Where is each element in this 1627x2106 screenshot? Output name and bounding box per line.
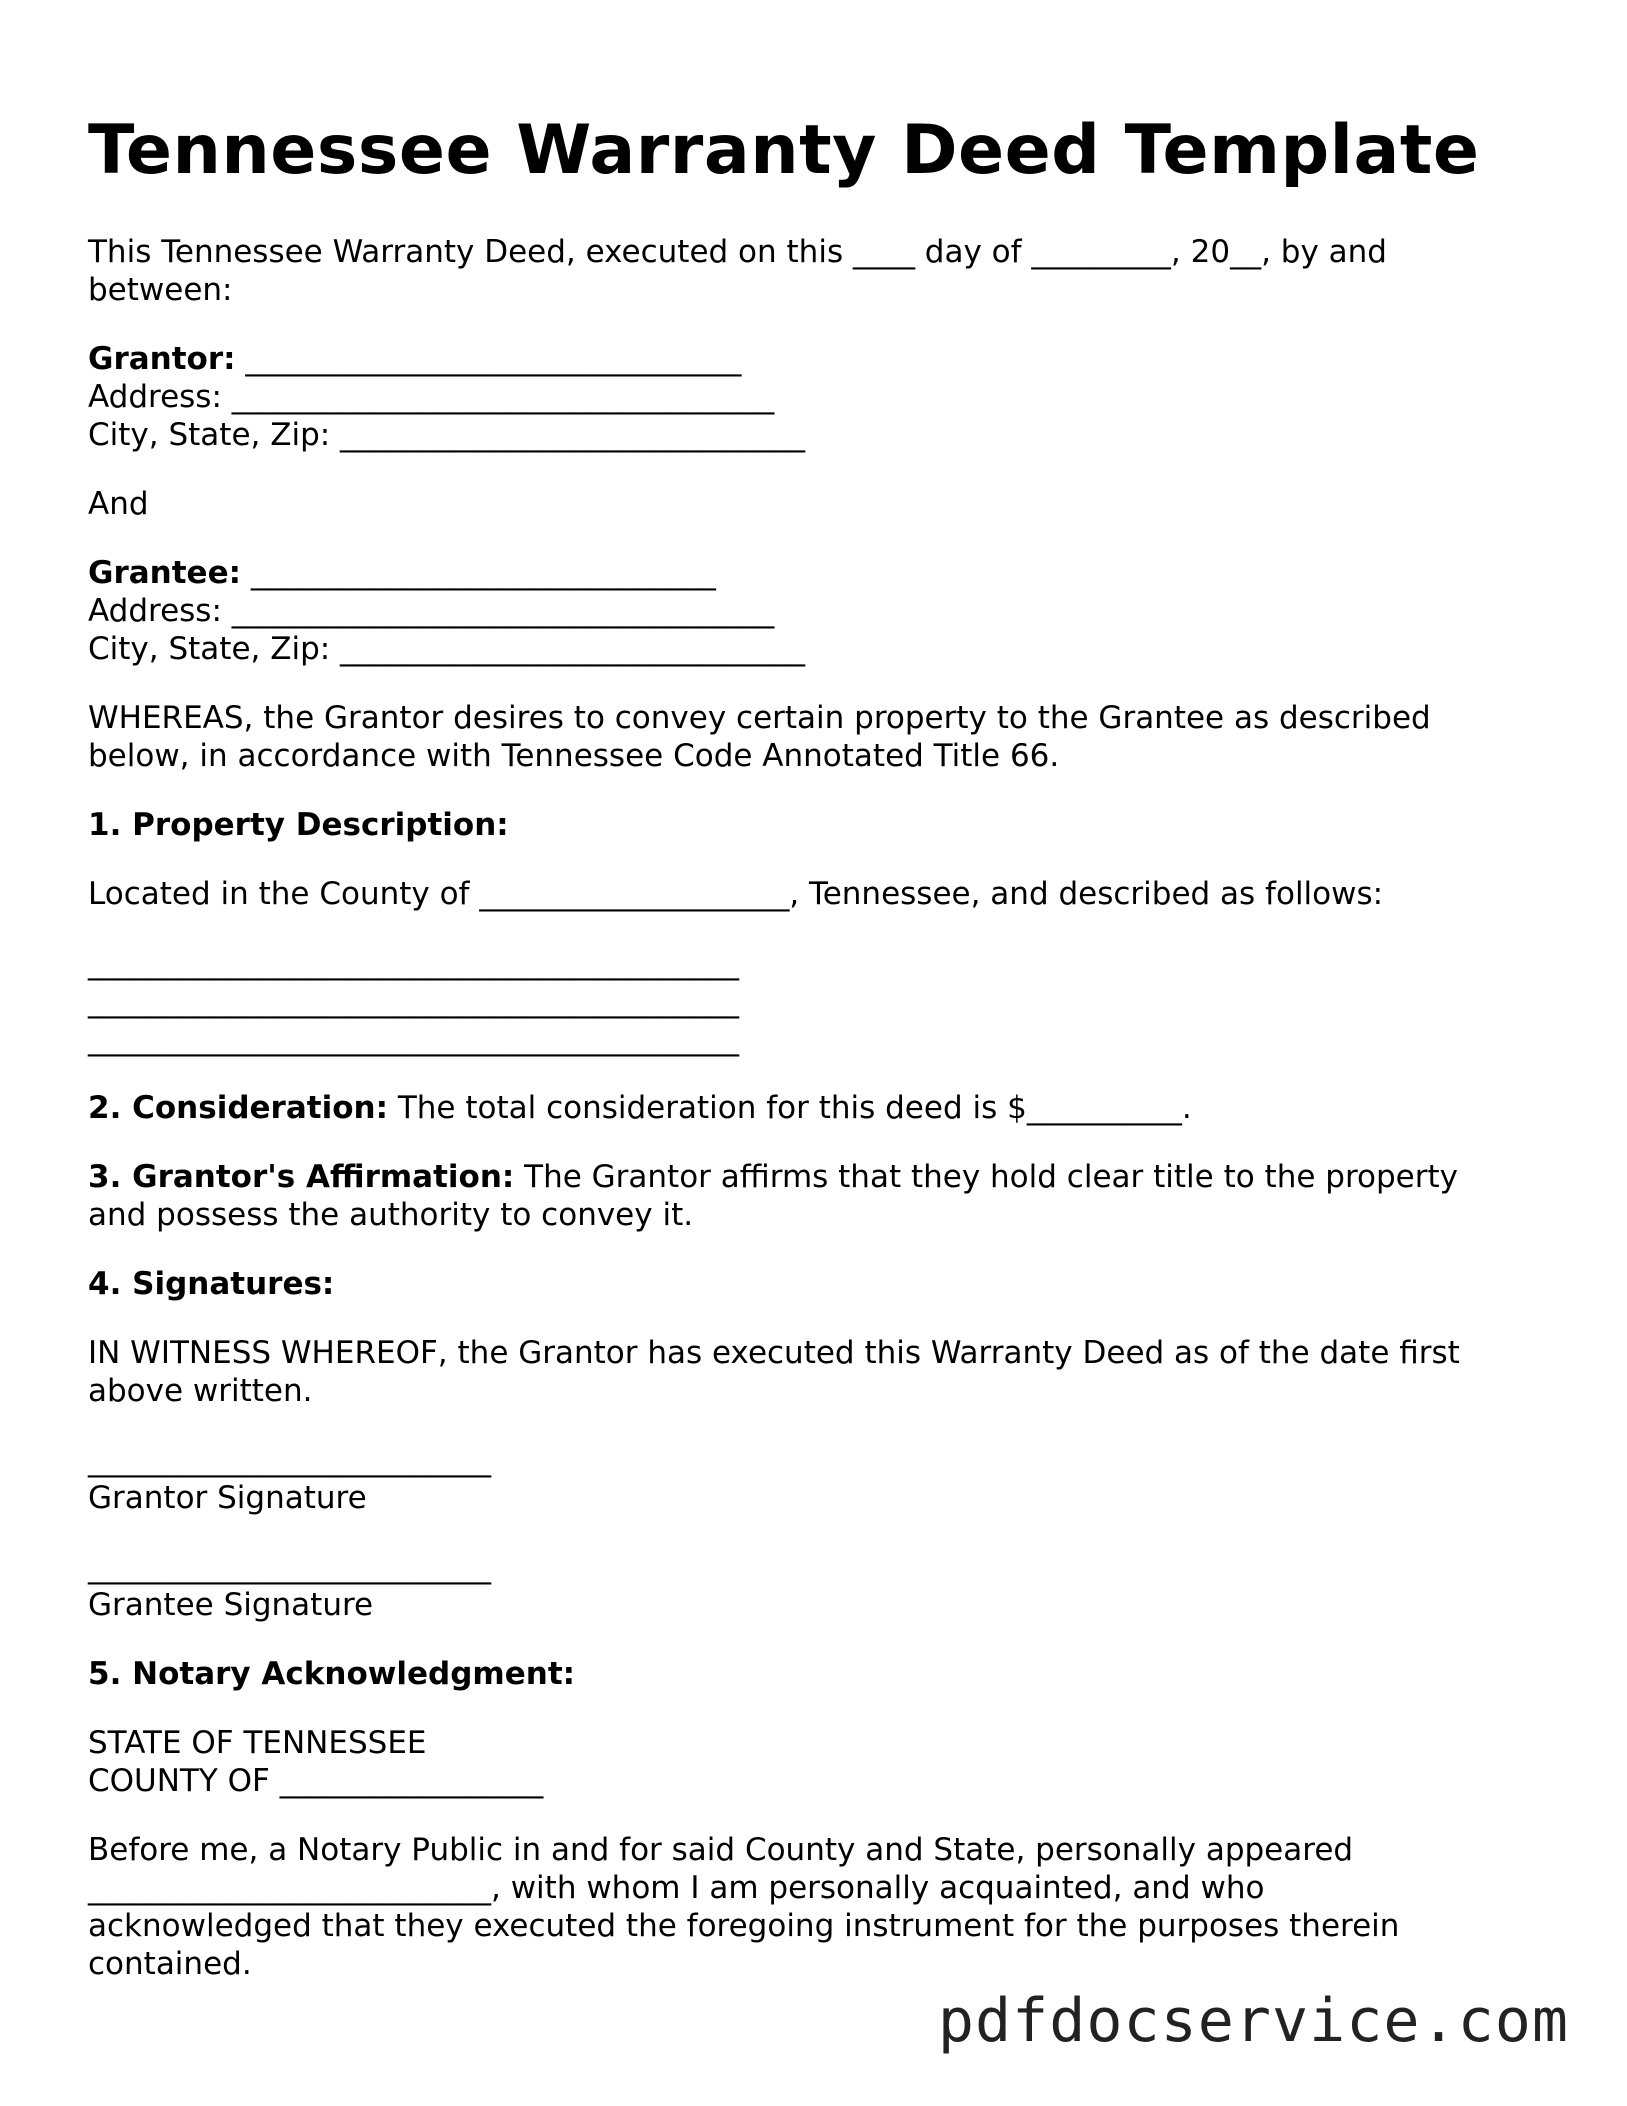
grantee-signature-block xyxy=(88,1548,1548,1624)
notary-venue xyxy=(88,1724,1548,1800)
grantor-city: City, State, Zip: ______________________________ xyxy=(88,417,806,453)
grantor-signature-label: Grantor Signature xyxy=(88,1480,367,1516)
section1-heading xyxy=(88,806,1548,844)
grantor-address: Address: ___________________________________ xyxy=(88,379,775,415)
property-description-blanks xyxy=(88,944,1548,1058)
section4-heading-text: 4. Signatures: xyxy=(88,1266,335,1302)
notary-county: COUNTY OF _________________ xyxy=(88,1763,544,1799)
whereas-line-1: WHEREAS, the Grantor desires to convey certain property to the Grantee as described xyxy=(88,700,1431,736)
page-title: Tennessee Warranty Deed Template xyxy=(88,111,1480,190)
grantor-signature-block xyxy=(88,1441,1548,1517)
section2-paragraph xyxy=(88,1089,1548,1127)
section4-heading xyxy=(88,1265,1548,1303)
section3-line-1 xyxy=(88,1158,1548,1196)
section3-heading: 3. Grantor's Affirmation: xyxy=(88,1159,515,1195)
grantee-block xyxy=(88,554,1548,668)
section3-text-1: The Grantor affirms that they hold clear title to the property xyxy=(514,1159,1458,1195)
notary-line-2: __________________________, with whom I am personally acquainted, and who xyxy=(88,1870,1265,1906)
section2-text: The total consideration for this deed is $__________. xyxy=(387,1090,1192,1126)
witness-paragraph xyxy=(88,1334,1548,1410)
section3-text-2: and possess the authority to convey it. xyxy=(88,1197,694,1233)
section2-heading: 2. Consideration: xyxy=(88,1090,388,1126)
grantor-block xyxy=(88,340,1548,454)
notary-line-3: acknowledged that they executed the foregoing instrument for the purposes therein xyxy=(88,1908,1400,1944)
witness-line-1: IN WITNESS WHEREOF, the Grantor has executed this Warranty Deed as of the date first xyxy=(88,1335,1460,1371)
section1-located xyxy=(88,875,1548,913)
section5-heading xyxy=(88,1655,1548,1693)
grantee-signature-label: Grantee Signature xyxy=(88,1587,374,1623)
watermark: pdfdocservice.com xyxy=(937,1986,1569,2056)
intro-paragraph xyxy=(88,233,1548,309)
document-page xyxy=(88,110,1548,2014)
section1-heading-text: 1. Property Description: xyxy=(88,807,509,843)
section5-heading-text: 5. Notary Acknowledgment: xyxy=(88,1656,576,1692)
property-blank-line-3: __________________________________________ xyxy=(88,1021,739,1057)
notary-state: STATE OF TENNESSEE xyxy=(88,1725,427,1761)
witness-line-2: above written. xyxy=(88,1373,313,1409)
grantee-name-line xyxy=(88,554,1548,592)
grantee-city: City, State, Zip: ______________________________ xyxy=(88,631,806,667)
grantee-name-blank: ______________________________ xyxy=(241,555,716,591)
located-line: Located in the County of ____________________, Tennessee, and described as follows: xyxy=(88,876,1384,912)
property-blank-line-1: __________________________________________ xyxy=(88,945,739,981)
section3-paragraph xyxy=(88,1158,1548,1234)
whereas-line-2: below, in accordance with Tennessee Code Annotated Title 66. xyxy=(88,738,1060,774)
grantor-name-line xyxy=(88,340,1548,378)
grantor-signature-line: __________________________ xyxy=(88,1442,491,1478)
section2-line xyxy=(88,1089,1548,1127)
grantee-signature-line: __________________________ xyxy=(88,1549,491,1585)
grantor-label: Grantor: xyxy=(88,341,236,377)
grantor-name-blank: ________________________________ xyxy=(235,341,742,377)
property-blank-line-2: __________________________________________ xyxy=(88,983,739,1019)
and-text: And xyxy=(88,486,149,522)
grantee-label: Grantee: xyxy=(88,555,241,591)
whereas-paragraph xyxy=(88,699,1548,775)
notary-line-4: contained. xyxy=(88,1946,252,1982)
intro-line-2: between: xyxy=(88,272,233,308)
intro-line-1: This Tennessee Warranty Deed, executed on this ____ day of _________, 20__, by and xyxy=(88,234,1387,270)
grantee-address: Address: ___________________________________ xyxy=(88,593,775,629)
notary-line-1: Before me, a Notary Public in and for said County and State, personally appeared xyxy=(88,1832,1354,1868)
notary-paragraph xyxy=(88,1831,1548,1983)
